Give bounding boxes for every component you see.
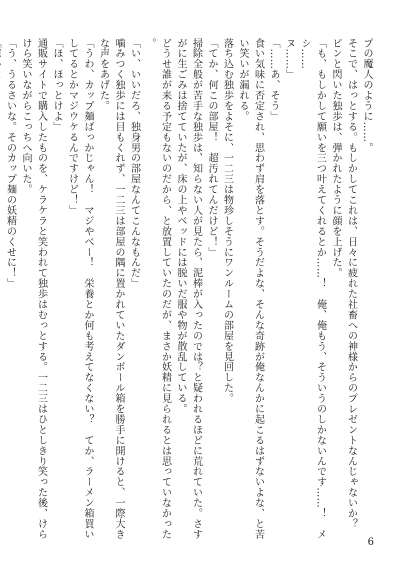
paragraph: 通販サイトで購入したものを、ケラケラと笑われて独歩はむっとする。一二三はひとしきり笑った後、けらけら笑いながらこっちへ向いた。 [20, 38, 47, 540]
paragraph: どうせ誰が来る予定もないのだから、と放置していたのだが、まさか妖精に見られるとは思っていなかった。 [144, 38, 171, 540]
paragraph: ヌ……」 [283, 38, 295, 80]
paragraph: プの魔人のように……。 [361, 38, 372, 153]
paragraph: 掃除全般が苦手な独歩は、知らない人が見たら、泥棒が入ったのでは？と疑われるほどに荒れていた。さすがに生ごみは捨てていたが、床の上やベッドには脱いだ服や物が散乱している。 [175, 38, 202, 540]
paragraph: 「も、もしかして願いを三つ叶えてくれるとか……！ 俺、俺もう、そういうのしかないんです……！ メシ…… [299, 38, 326, 540]
vertical-text-body [4, 38, 374, 544]
paragraph: 「……あ、そう」 [268, 38, 279, 122]
paragraph: 落ち込む独歩をよそに、一二三は物珍しそうにワンルームの部屋を見回した。 [221, 38, 233, 404]
paragraph: 「てか、何この部屋！ 超汚れてんだけど！」 [206, 38, 217, 258]
paragraph: 「ほ、ほっとけよ」 [51, 38, 62, 133]
paragraph: 噛みつく独歩には目もくれず、一二三は部屋の隅に置かれていたダンボール箱を勝手に開けると、一際大きな声をあげた。 [97, 38, 124, 540]
paragraph: そこで、はっとする。もしかしてこれは、日々に疲れた社畜への神様からのプレゼントなんじゃないか？ ピンと閃いた独歩は、弾かれたように顔を上げた。 [330, 38, 357, 540]
page-number: 6 [367, 537, 374, 548]
paragraph: 「うわ、カップ麺ばっかじゃん！ マジやべー！ 栄養とか何も考えてなくない？ てか、ラーメン箱買いしてるとかマジウケるんですけど！」 [66, 38, 93, 540]
paragraph: 「い、いいだろ、独身男の部屋なんてこんなもんだ」 [128, 38, 140, 289]
paragraph: 食い気味に否定され、思わず肩を落とす。そうだよな、そんな奇跡が俺なんかに起こるはずないよな、と苦い笑いが漏れる。 [237, 38, 264, 540]
paragraph: 「う、うるさいな。そのカップ麺の妖精のくせに！」 [4, 38, 16, 289]
